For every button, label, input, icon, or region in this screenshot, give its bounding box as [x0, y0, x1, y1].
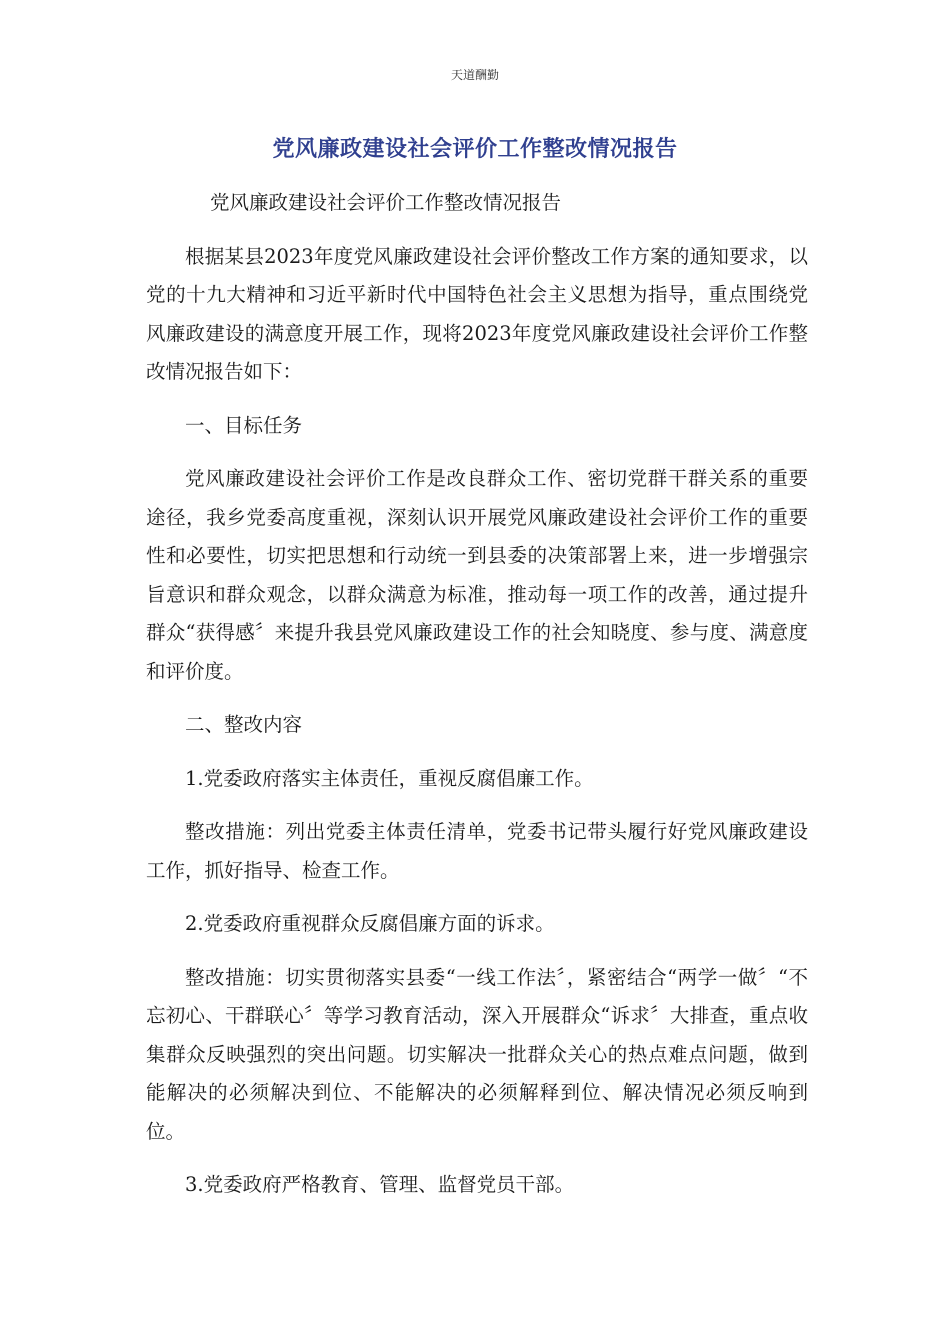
- section-heading-goals: 一、目标任务: [185, 413, 303, 437]
- item-1-heading: 1.党委政府落实主体责任，重视反腐倡廉工作。: [185, 766, 594, 790]
- goals-paragraph: 党风廉政建设社会评价工作是改良群众工作、密切党群干群关系的重要途径，我乡党委高度重视，深刻认识开展党风廉政建设社会评价工作的重要性和必要性，切实把思想和行动统一到县委的决策部署上来，进一步增强宗旨意识和群众观念，以群众满意为标准，推动每一项工作的改善，通过提升群众“获得感〞来提升我县党风廉政建设工作的社会知晓度、参与度、满意度和评价度。: [146, 467, 808, 683]
- item-2-measures: 整改措施：切实贯彻落实县委“一线工作法〞，紧密结合“两学一做〞“不忘初心、干群联心〞等学习教育活动，深入开展群众“诉求〞大排查，重点收集群众反映强烈的突出问题。切实解决一批群众关心的热点难点问题，做到能解决的必须解决到位、不能解决的必须解释到位、解决情况必须反响到位。: [146, 965, 808, 1143]
- document-body: [146, 184, 808, 1220]
- page-header: 天道酬勤: [450, 68, 499, 82]
- document-title: 党风廉政建设社会评价工作整改情况报告: [272, 137, 678, 162]
- item-1-measures: 整改措施：列出党委主体责任清单，党委书记带头履行好党风廉政建设工作，抓好指导、检查工作。: [146, 820, 808, 882]
- section-heading-rectification: 二、整改内容: [185, 713, 303, 736]
- item-3-heading: 3.党委政府严格教育、管理、监督党员干部。: [185, 1173, 575, 1196]
- item-2-heading: 2.党委政府重视群众反腐倡廉方面的诉求。: [185, 912, 555, 935]
- subtitle-paragraph: 党风廉政建设社会评价工作整改情况报告: [210, 191, 562, 214]
- intro-paragraph: 根据某县2023年度党风廉政建设社会评价整改工作方案的通知要求，以党的十九大精神和习近平新时代中国特色社会主义思想为指导，重点围绕党风廉政建设的满意度开展工作，现将2023年度党风廉政建设社会评价工作整改情况报告如下：: [146, 244, 808, 383]
